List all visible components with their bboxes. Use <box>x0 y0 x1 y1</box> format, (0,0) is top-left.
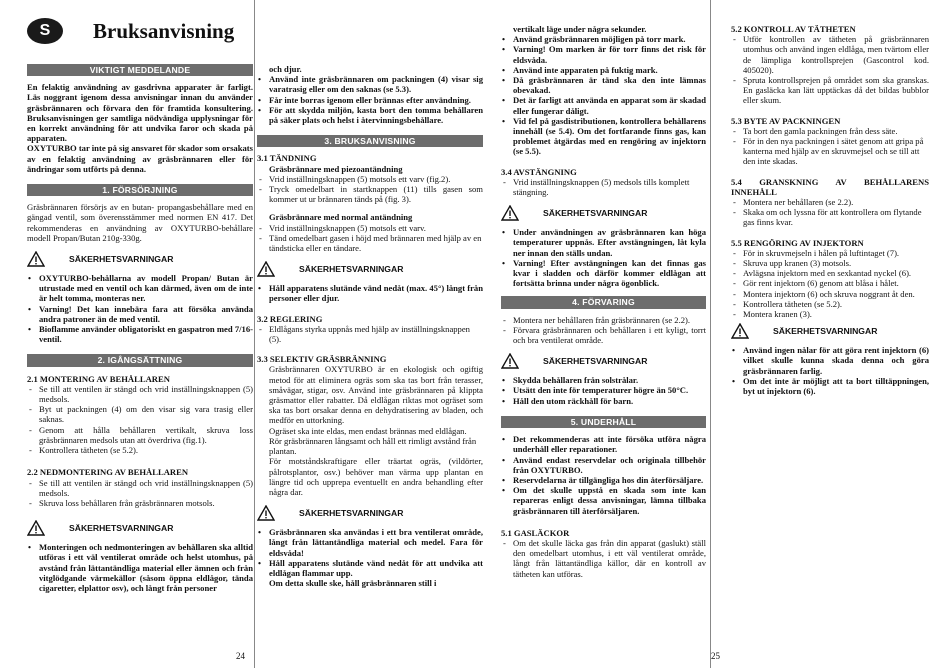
dash-list <box>731 197 929 228</box>
safety-warning <box>731 323 929 339</box>
warning-label: SÄKERHETSVARNINGAR <box>69 253 174 264</box>
warning-label: SÄKERHETSVARNINGAR <box>543 356 648 367</box>
section-heading: VIKTIGT MEDDELANDE <box>27 64 253 76</box>
list-item: • OXYTURBO-behållarna av modell Propan/ Butan är utrustade med en ventil och kan därmed, även om de inte är helt tomma, monteras ner. <box>27 273 253 304</box>
subsection-heading: 2.2 NEDMONTERING AV BEHÅLLAREN <box>27 467 189 478</box>
warning-triangle-icon <box>257 505 275 521</box>
list-item: - Skruva loss behållaren från gräsbrännaren motsols. <box>27 498 253 508</box>
warning-label: SÄKERHETSVARNINGAR <box>543 208 648 219</box>
subsection-heading: 5.1 GASLÄCKOR <box>501 527 570 538</box>
subsection-heading: 3.3 SELEKTIV GRÄSBRÄNNING <box>257 354 387 365</box>
paragraph: Ogräset ska inte eldas, men endast brännas med eldlågan. <box>269 425 467 436</box>
list-item: - För in den nya packningen i sätet genom att gripa på kanterna med hjälp av en skruvmejsel och se till att den inte skadas. <box>731 136 929 167</box>
dash-list <box>27 384 253 455</box>
page-title: Bruksanvisning <box>93 18 235 43</box>
paragraph: Gräsbrännaren OXYTURBO är en ekologisk och ogiftig metod för att eliminera ogräs som ska tas bort från terasser, småvägar, stigar, osv. Använd inte gräsbrännaren på klippta gräsmattor eller rabatter. Då eldlågan riktas mot ogräset som ska tas bort orsakar denna en dehydratisering av bladen, och medför en uttorkning. <box>269 364 483 426</box>
list-item: • Under användningen av gräsbrännaren kan höga temperaturer uppnås. Efter avstängningen, låt kyla ner innan den ställs undan. <box>501 227 706 258</box>
subsection-heading: 2.1 MONTERING AV BEHÅLLAREN <box>27 373 170 384</box>
section-heading: 3. BRUKSANVISNING <box>257 135 483 147</box>
bullet-list <box>501 34 706 156</box>
safety-warning <box>27 520 253 536</box>
warning-label: SÄKERHETSVARNINGAR <box>69 523 174 533</box>
continued-text: Om detta skulle ske, håll gräsbrännaren still i <box>269 578 437 589</box>
list-item: - Montera ner behållaren från gräsbrännaren (se 2.2). <box>501 315 706 325</box>
bullet-list <box>257 283 483 303</box>
list-item: • Skydda behållaren från solstrålar. <box>501 375 706 385</box>
bullet-list <box>27 273 253 344</box>
subsection-heading: 5.2 KONTROLL AV TÄTHETEN <box>731 24 856 34</box>
list-item: • Varning! Det kan innebära fara att försöka använda andra patroner än de med ventil. <box>27 304 253 324</box>
warning-triangle-icon <box>501 205 519 221</box>
column-3 <box>501 24 706 579</box>
column-4 <box>731 24 929 396</box>
list-item: • Använd inte gräsbrännaren om packningen (4) visar sig varatrasig eller om den saknas (se 5.3). <box>257 74 483 94</box>
list-item: • Använd ingen nålar för att göra rent injektorn (6) vilket skulle kunna skada denna och göra gräsbrännaren farlig. <box>731 345 929 376</box>
warning-label: SÄKERHETSVARNINGAR <box>299 508 404 518</box>
dash-list <box>27 478 253 509</box>
list-item: - Vrid inställningsknappen (5) motsols ett varv (fig.2). <box>257 174 483 184</box>
bullet-list <box>501 375 706 406</box>
list-item: • Utsätt den inte för temperaturer högre än 50°C. <box>501 385 706 395</box>
safety-warning <box>27 251 253 267</box>
list-item: - Eldlågans styrka uppnås med hjälp av inställningsknappen (5). <box>257 324 483 344</box>
page-number-left: 24 <box>236 651 245 661</box>
safety-warning <box>501 205 706 221</box>
dash-list <box>731 126 929 167</box>
warning-triangle-icon <box>27 520 45 536</box>
list-item: • Det är farligt att använda en apparat som är skadad eller fungerar dåligt. <box>501 95 706 115</box>
dash-list <box>257 223 483 254</box>
list-item: • Håll apparatens slutände vänd nedåt för att undvika att eldlågan flammar upp. <box>257 558 483 578</box>
page-header <box>27 18 234 44</box>
list-item: • För att skydda miljön, kasta bort den tomma behållaren på säker plats och helst i återvinningsbehållare. <box>257 105 483 125</box>
list-item: - Om det skulle läcka gas från din apparat (gaslukt) ställ den omedelbart utomhus, i ett väl ventilerat område, långt från lättantändliga källor, där en kontroll av tätheten kan utföras. <box>501 538 706 579</box>
list-item: - Avlägsna injektorn med en sexkantad nyckel (6). <box>731 268 929 278</box>
safety-warning <box>501 353 706 369</box>
column-2 <box>257 64 483 588</box>
language-badge: S <box>27 18 63 44</box>
list-item: - Byt ut packningen (4) om den visar sig vara trasig eller saknas. <box>27 404 253 424</box>
list-item: • Då gräsbrännaren är tänd ska den inte lämnas obevakad. <box>501 75 706 95</box>
list-item: - Gör rent injektorn (6) genom att blåsa i hålet. <box>731 278 929 288</box>
list-item: • Gräsbrännaren ska användas i ett bra ventilerat område, långt från lättantändliga material och medel. Fara för eldsvåda! <box>257 527 483 558</box>
list-item: - Vrid inställningsknappen (5) medsols tills komplett stängning. <box>501 177 706 197</box>
list-item: - Tryck omedelbart in startknappen (11) tills gasen som kommer ut ur brännaren tänds på (fig. 3). <box>257 184 483 204</box>
list-item: - Kontrollera tätheten (se 5.2). <box>27 445 253 455</box>
subsection-heading: 5.5 RENGÖRING AV INJEKTORN <box>731 237 864 248</box>
subsection-heading: 5.4 GRANSKNING AV BEHÅLLARENS INNEHÅLL <box>731 176 929 197</box>
subsection-heading: 3.1 TÄNDNING <box>257 153 317 164</box>
dash-list <box>501 315 706 346</box>
list-item: - Montera kranen (3). <box>731 309 929 319</box>
bullet-list <box>27 542 253 593</box>
section-heading: 1. FÖRSÖRJNING <box>27 184 253 196</box>
list-item: - Se till att ventilen är stängd och vrid inställningsknappen (5) medsols. <box>27 478 253 498</box>
section-heading: 4. FÖRVARING <box>501 296 706 308</box>
paragraph: För motståndskraftigare eller träartat ogräs, (vildörter, pålrotsplantor, osv.) behöver man värma upp plantan en längre tid och upprepa eventuellt en andra behandling efter några dar. <box>269 456 483 497</box>
dash-list <box>501 538 706 579</box>
list-item: - Ta bort den gamla packningen från dess säte. <box>731 126 929 136</box>
column-1 <box>27 60 253 593</box>
list-item: • Monteringen och nedmonteringen av behållaren ska alltid utföras i ett väl ventilerat område och helst utomhus, på avstånd från lättantändliga material eller ämnen och från vitglödgande värmekällor (såsom öppna eldlågor, tända cigaretter, elplattor osv), och långt från personer <box>27 542 253 593</box>
list-item: - För in skruvmejseln i hålen på luftintaget (7). <box>731 248 929 258</box>
safety-warning <box>257 261 483 277</box>
bullet-list <box>501 434 706 516</box>
warning-triangle-icon <box>501 353 519 369</box>
paragraph: Rör gräsbrännaren långsamt och håll ett rimligt avstånd från plantan. <box>269 435 477 457</box>
column-divider <box>254 0 255 668</box>
list-item: - Skruva upp kranen (3) motsols. <box>731 258 929 268</box>
dash-list <box>257 174 483 205</box>
list-item: - Tänd omedelbart gasen i höjd med brännaren med hjälp av en tändsticka eller en tändare. <box>257 233 483 253</box>
list-item: - Montera injektorn (6) och skruva noggrant åt den. <box>731 289 929 299</box>
list-item: • Använd endast reservdelar och originala tillbehör från OXYTURBO. <box>501 455 706 475</box>
warning-triangle-icon <box>27 251 45 267</box>
page-divider <box>710 0 711 668</box>
list-item: - Skaka om och lyssna för att kontrollera om flytande gas finns kvar. <box>731 207 929 227</box>
list-item: - Utför kontrollen av tätheten på gräsbrännaren utomhus och använd ingen eldlåga, men tvärtom eller de lämpliga kontrollsprejen (Gascontrol kod. 405020). <box>731 34 929 75</box>
list-item: • Varning! Efter avstängningen kan det finnas gas kvar i sladden och därför kommer eldlågan att fortsätta brinna under några ögonblick. <box>501 258 706 289</box>
bullet-list <box>257 74 483 125</box>
section-heading: 2. IGÅNGSÄTTNING <box>27 354 253 366</box>
warning-triangle-icon <box>257 261 275 277</box>
list-item: • Om det skulle uppstå en skada som inte kan repareras enligt dessa anvisningar, lämna tillbaka gräsbrännaren till återförsäljaren. <box>501 485 706 516</box>
list-item: • Bioflamme använder obligatoriskt en gaspatron med 7/16-ventil. <box>27 324 253 344</box>
warning-label: SÄKERHETSVARNINGAR <box>773 326 878 337</box>
list-item: - Vrid inställningsknappen (5) motsols ett varv. <box>257 223 483 233</box>
list-item: - Genom att hålla behållaren vertikalt, skruva loss gräsbrännaren medsols utan att överdriva (fig.1). <box>27 425 253 445</box>
list-item: • Det rekommenderas att inte försöka utföra några underhåll eller reparationer. <box>501 434 706 454</box>
list-item: - Förvara gräsbrännaren och behållaren i ett kyligt, torrt och bra ventilerat område. <box>501 325 706 345</box>
subsection-heading: 3.4 AVSTÄNGNING <box>501 166 577 177</box>
list-item: • Håll den utom räckhåll för barn. <box>501 396 706 406</box>
list-item: • Använd inte apparaten på fuktig mark. <box>501 65 706 75</box>
dash-list <box>731 34 929 105</box>
important-notice: En felaktig användning av gasdrivna apparater är farligt. Läs noggrant igenom dessa anvisningar innan du använder gräsbrännaren och förvara den för framtida konsultering. Bruksanvisningen ger samtliga nödvändiga upplysningar för en korrekt användning för att undvika faror och skada på apparaten. <box>27 82 253 144</box>
liability-notice: OXYTURBO tar inte på sig ansvaret för skador som orsakats av en felaktig användning av gräsbrännaren eller för ändringar som utförts på denna. <box>27 143 253 174</box>
warning-triangle-icon <box>731 323 749 339</box>
list-item: - Spruta kontrollsprejen på området som ska granskas. En gasläcka kan lätt upptäckas då det bildas bubblor eller skum. <box>731 75 929 106</box>
sub-heading: Gräsbrännare med normal antändning <box>269 212 413 223</box>
list-item: - Se till att ventilen är stängd och vrid inställningsknappen (5) medsols. <box>27 384 253 404</box>
bullet-list <box>257 527 483 578</box>
paragraph: Gräsbrännaren försörjs av en butan- propangasbehållare med en gängad ventil, som överensstämmer med normen EN 417. Det rekommenderas en användning av OXYTURBO-behållare modell Propan/Butan 210g-330g. <box>27 202 253 243</box>
list-item: • Om det inte är möjligt att ta bort tilltäppningen, byt ut injektorn (6). <box>731 376 929 396</box>
dash-list <box>731 248 929 319</box>
warning-label: SÄKERHETSVARNINGAR <box>299 264 404 275</box>
subsection-heading: 3.2 REGLERING <box>257 313 323 324</box>
bullet-list <box>731 345 929 396</box>
list-item: • Får inte borras igenom eller brännas efter användning. <box>257 95 483 105</box>
list-item: • Använd gräsbrännaren möjligen på torr mark. <box>501 34 706 44</box>
continued-text: och djur. <box>269 64 302 74</box>
list-item: • Varning! Om marken är för torr finns det risk för eldsvåda. <box>501 44 706 64</box>
list-item: • Vid fel på gasdistributionen, kontrollera behållarens innehåll (se 5.4). Om det fortfarande finns gas, kan problemet åtgärdas med en rengöring av injektorn (se 5.5). <box>501 116 706 157</box>
page-number-right: 25 <box>711 651 720 661</box>
sub-heading: Gräsbrännare med piezoantändning <box>269 163 403 174</box>
bullet-list <box>501 227 706 288</box>
dash-list <box>257 324 483 344</box>
list-item: • Håll apparatens slutände vänd nedåt (max. 45°) långt från personer eller djur. <box>257 283 483 303</box>
subsection-heading: 5.3 BYTE AV PACKNINGEN <box>731 115 841 126</box>
dash-list <box>501 177 706 197</box>
safety-warning <box>257 505 483 521</box>
list-item: - Montera ner behållaren (se 2.2). <box>731 197 929 207</box>
list-item: • Reservdelarna är tillgängliga hos din återförsäljare. <box>501 475 706 485</box>
list-item: - Kontrollera tätheten (se 5.2). <box>731 299 929 309</box>
section-heading: 5. UNDERHÅLL <box>501 416 706 428</box>
continued-text: vertikalt läge under några sekunder. <box>513 24 647 34</box>
